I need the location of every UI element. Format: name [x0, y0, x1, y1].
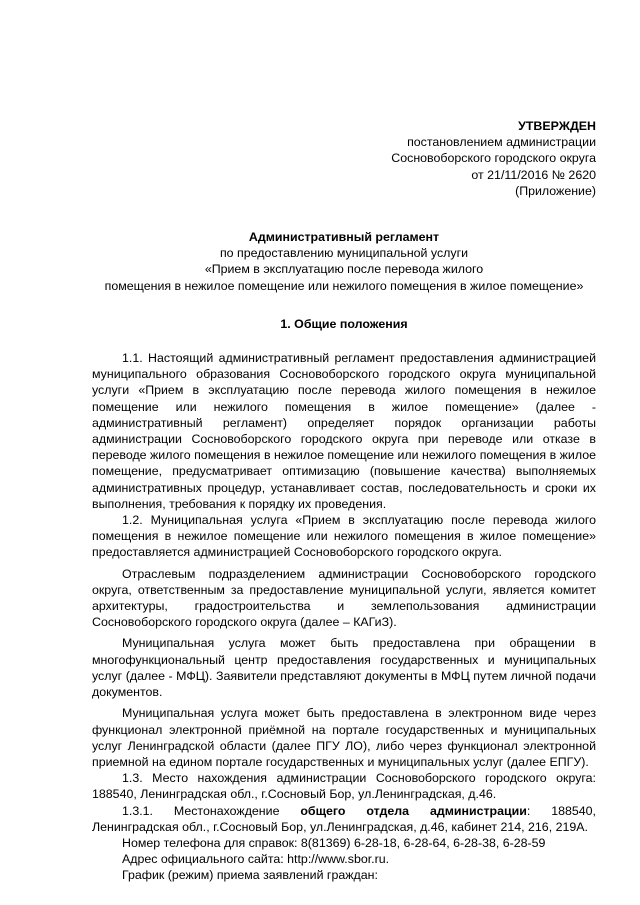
- title-line: «Прием в эксплуатацию после перевода жилого: [204, 262, 484, 277]
- text-span: : 188540, Ленинградская обл., г.Сосновый Бор, ул.Ленинградская, д.46, кабинет 214, 216, 219А.: [92, 803, 596, 834]
- paragraph-mfc: Муниципальная услуга может быть предоставлена при обращении в многофункциональный центр предоставления государственных и муниципальных услуг (далее - МФЦ). Заявители представляют документы в МФЦ путем личной подачи документов.: [92, 636, 596, 700]
- paragraph-1-1: 1.1. Настоящий административный регламент предоставления администрацией муниципального образования Сосновоборского городского округа муниципальной услуги «Прием в эксплуатацию после перевода жилого помещения в нежилое помещение или нежилого помещения в жилое помещение» (далее - административный регламент) определяет порядок организации работы администрации Сосновоборского городского округа при переводе или отказе в переводе жилого помещения в нежилое помещение или нежилого помещения в жилое помещение, предусматривает оптимизацию (повышение качества) выполняемых административных процедур, устанавливает состав, последовательность и сроки их выполнения, требования к порядку их проведения.: [92, 351, 596, 511]
- approval-line: постановлением администрации: [407, 135, 596, 150]
- approval-block: [92, 118, 596, 199]
- section-heading: 1. Общие положения: [280, 316, 408, 331]
- paragraph-1-3: 1.3. Место нахождения администрации Сосновоборского городского округа: 188540, Ленинградская обл., г.Сосновый Бор, ул.Ленинградская, д.46.: [92, 771, 596, 802]
- approval-line: от 21/11/2016 № 2620: [471, 167, 596, 182]
- title-line: по предоставлению муниципальной услуги: [219, 246, 469, 261]
- paragraph-1-2: 1.2. Муниципальная услуга «Прием в эксплуатацию после перевода жилого помещения в нежилое помещение или нежилого помещения в жилое помещение» предоставляется администрацией Сосновоборского городского округа.: [92, 513, 596, 560]
- paragraph-1-3-1: [92, 803, 596, 835]
- title-main: Административный регламент: [248, 230, 440, 245]
- paragraph-schedule: График (режим) приема заявлений граждан:: [122, 868, 378, 883]
- approval-heading: УТВЕРЖДЕН: [518, 119, 596, 133]
- document-page: [92, 118, 596, 884]
- document-title: [92, 229, 596, 294]
- paragraph-website: Адрес официального сайта: http://www.sbor.ru.: [122, 852, 390, 867]
- paragraph-phone: Номер телефона для справок: 8(81369) 6-28-18, 6-28-64, 6-28-38, 6-28-59: [122, 835, 546, 850]
- paragraph-electronic: Муниципальная услуга может быть предоставлена в электронном виде через функционал электронной приёмной на портале государственных и муниципальных услуг Ленинградской области (далее ПГУ ЛО), либо через функционал электронной приемной на едином портале государственных и муниципальных услуг (далее ЕПГУ).: [92, 706, 596, 769]
- text-span: 1.3.1. Местонахождение: [122, 803, 301, 818]
- approval-line: Сосновоборского городского округа: [391, 151, 596, 166]
- approval-line: (Приложение): [515, 183, 596, 198]
- paragraph-department: Отраслевым подразделением администрации Сосновоборского городского округа, ответственным за предоставление муниципальной услуги, является комитет архитектуры, градостроительства и землепользования администрации Сосновоборского городского округа (далее – КАГиЗ).: [92, 566, 596, 630]
- bold-text: общего отдела администрации: [300, 803, 527, 818]
- title-line: помещения в нежилое помещение или нежилого помещения в жилое помещение»: [104, 278, 584, 293]
